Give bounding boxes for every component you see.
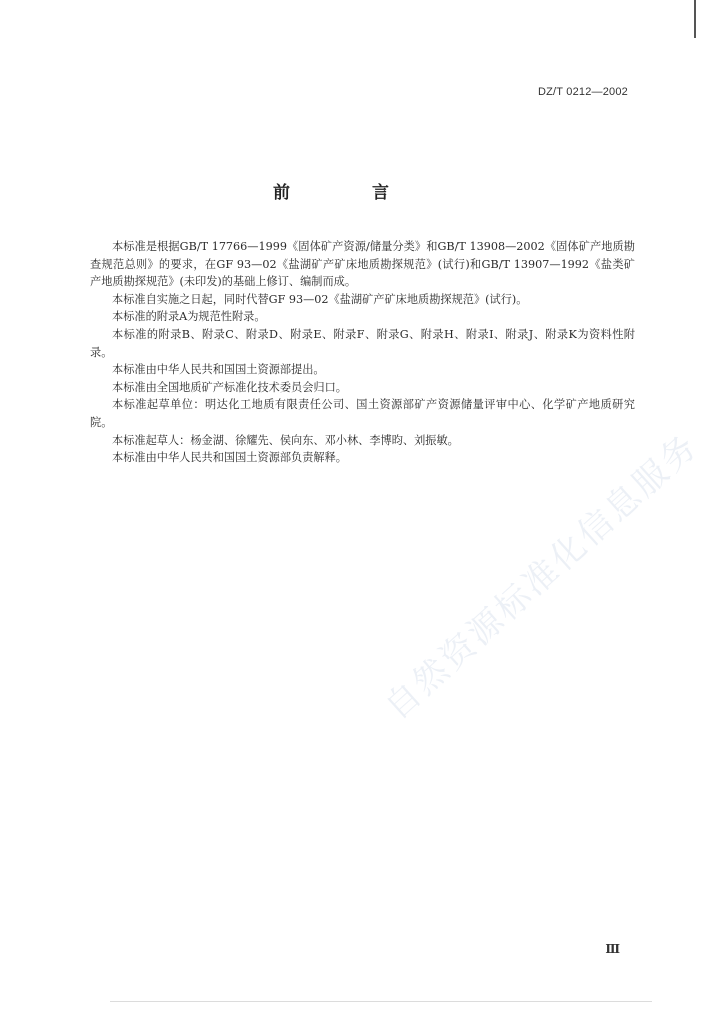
page-title: 前 言 (273, 183, 427, 203)
preface-body (90, 238, 635, 467)
paragraph-proposer: 本标准由中华人民共和国国土资源部提出。 (112, 363, 325, 377)
paragraph-informative-annexes: 本标准的附录B、附录C、附录D、附录E、附录F、附录G、附录H、附录I、附录J、附录K为资料性附录。 (90, 327, 635, 359)
paragraph-basis: 本标准是根据GB/T 17766—1999《固体矿产资源/储量分类》和GB/T 13908—2002《固体矿产地质勘查规范总则》的要求，在GF 93—02《盐湖矿产矿床地质勘探规范》(试行)和GB/T 13907—1992《盐类矿产地质勘探规范》(未印发)的基础上修订、编制而成。 (90, 240, 635, 289)
document-code: DZ/T 0212—2002 (537, 86, 628, 98)
scan-edge-line (694, 0, 696, 38)
paragraph-committee: 本标准由全国地质矿产标准化技术委员会归口。 (112, 380, 347, 394)
paragraph-replacement: 本标准自实施之日起，同时代替GF 93—02《盐湖矿产矿床地质勘探规范》(试行)。 (112, 292, 528, 306)
paragraph-drafters: 本标准起草人：杨金湖、徐耀先、侯向东、邓小林、李博昀、刘振敏。 (112, 433, 459, 447)
paragraph-normative-annex: 本标准的附录A为规范性附录。 (112, 310, 266, 324)
paragraph-interpretation: 本标准由中华人民共和国国土资源部负责解释。 (112, 451, 347, 465)
paragraph-drafting-units: 本标准起草单位：明达化工地质有限责任公司、国土资源部矿产资源储量评审中心、化学矿产地质研究院。 (90, 398, 635, 429)
bottom-scan-line (110, 1001, 652, 1002)
page-number: Ⅲ (605, 942, 620, 956)
watermark: 自然资源标准化信息服务 (377, 425, 707, 728)
